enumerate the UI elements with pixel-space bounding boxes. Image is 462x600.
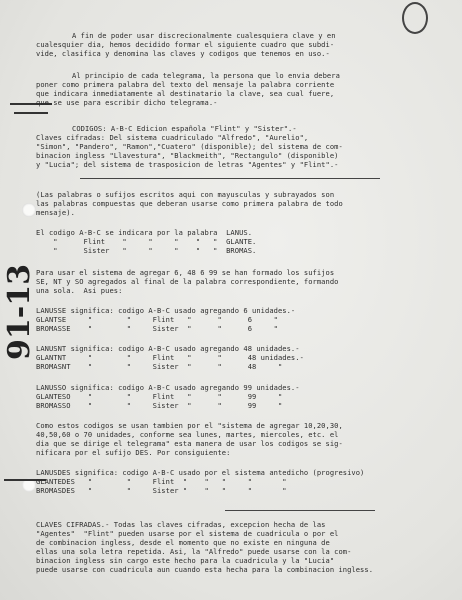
handwritten-margin-number: 91-13 [2,264,37,360]
text-line: poner como primera palabra del texto del mensaje la palabra corriente [36,80,335,89]
text-line: que se use para escribir dicho telegrama.- [36,98,218,107]
text-line: El codigo A-B-C se indicara por la palabra LANUS. [36,228,253,237]
text-line: A fin de poder usar discrecionalmente cualesquiera clave y en [72,31,336,40]
text-line: GLANTSE " " Flint " " 6 " [36,315,278,324]
text-line: y "Lucia"; del sistema de trasposicion de letras "Agentes" y "Flint".- [36,160,339,169]
text-line: GLANTESO " " Flint " " 99 " [36,392,283,401]
text-line: CODIGOS: A-B-C Edicion española "Flint" y "Sister".- [72,124,297,133]
text-line: ellas una sola letra repetida. Asi, la "Alfredo" puede usarse con la com- [36,547,352,556]
text-line: "Simon", "Pandero", "Ramon","Cuatero" (disponible); del sistema de com- [36,142,343,151]
text-line: Al principio de cada telegrama, la persona que lo envia debera [72,71,340,80]
text-line: cualesquier dia, hemos decidido formar el siguiente cuadro que subdi- [36,40,335,49]
text-line: dia que se dirige el telegrama" esta manera de usar los codigos se sig- [36,439,343,448]
text-line: LANUSSE significa: codigo A-B-C usado agregando 6 unidades.- [36,306,296,315]
text-line: Claves cifradas: Del sistema cuadriculado "Alfredo", "Aurelio", [36,133,309,142]
text-line: CLAVES CIFRADAS.- Todas las claves cifradas, excepcion hecha de las [36,520,326,529]
text-line: nificara por el sufijo DES. Por consiguiente: [36,448,231,457]
text-line: GLANTNT " " Flint " " 48 unidades.- [36,353,304,362]
text-line: GLANTEDES " " Flint " " " " " [36,477,287,486]
text-line: puede usarse con cuadricula aun cuando esta hecha para la combinacion ingless. [36,565,374,574]
text-line: Como estos codigos se usan tambien por el "sistema de agregar 10,20,30, [36,421,343,430]
section-rule [225,510,375,511]
text-line: (Las palabras o sufijos escritos aqui con mayusculas y subrayados son [36,190,335,199]
text-line: de combinacion ingless, desde el momento que no existe en ninguna de [36,538,330,547]
text-line: binacion ingless "Llavestura", "Blackmeith", "Rectangulo" (disponible) [36,151,339,160]
text-line: que indicara inmediatamente al destinatario la clave, sea cual fuere, [36,89,335,98]
text-line: SE, NT y SO agregados al final de la palabra correspondiente, formando [36,277,339,286]
handwritten-circle [402,2,428,34]
text-line: binacion ingless sin cargo este hecho para la cuadricula y la "Lucia" [36,556,335,565]
text-line: BROMASNT " " Sister " " 48 " [36,362,283,371]
text-line: Para usar el sistema de agregar 6, 48 6 99 se han formado los sufijos [36,268,335,277]
text-line: "Agentes" "Flint" pueden usarse por el sistema de cuadricula o por el [36,529,339,538]
text-line: una sola. Asi pues: [36,286,123,295]
text-line: LANUSDES significa: codigo A-B-C usado por el sistema antedicho (progresivo) [36,468,365,477]
text-line: BROMASSE " " Sister " " 6 " [36,324,278,333]
text-line: BROMASSO " " Sister " " 99 " [36,401,283,410]
text-line: mensaje). [36,208,75,217]
text-line: LANUSNT significa: codigo A-B-C usado agregando 48 unidades.- [36,344,300,353]
text-line: vide, clasifica y denomina las claves y codigos que tenemos en uso.- [36,49,330,58]
text-line: 40,50,60 o 70 unidades, conforme sea lunes, martes, miercoles, etc. el [36,430,339,439]
text-line: " Sister " " " " " BROMAS. [36,246,257,255]
margin-dash-mark [14,112,48,114]
binder-hole [22,203,36,217]
section-rule [80,178,380,179]
text-line: BROMASDES " " Sister " " " " " [36,486,287,495]
text-line: " Flint " " " " " GLANTE. [36,237,257,246]
text-line: las palabras compuestas que deberan usarse como primera palabra de todo [36,199,343,208]
text-line: LANUSSO significa: codigo A-B-C usado agregando 99 unidades.- [36,383,300,392]
